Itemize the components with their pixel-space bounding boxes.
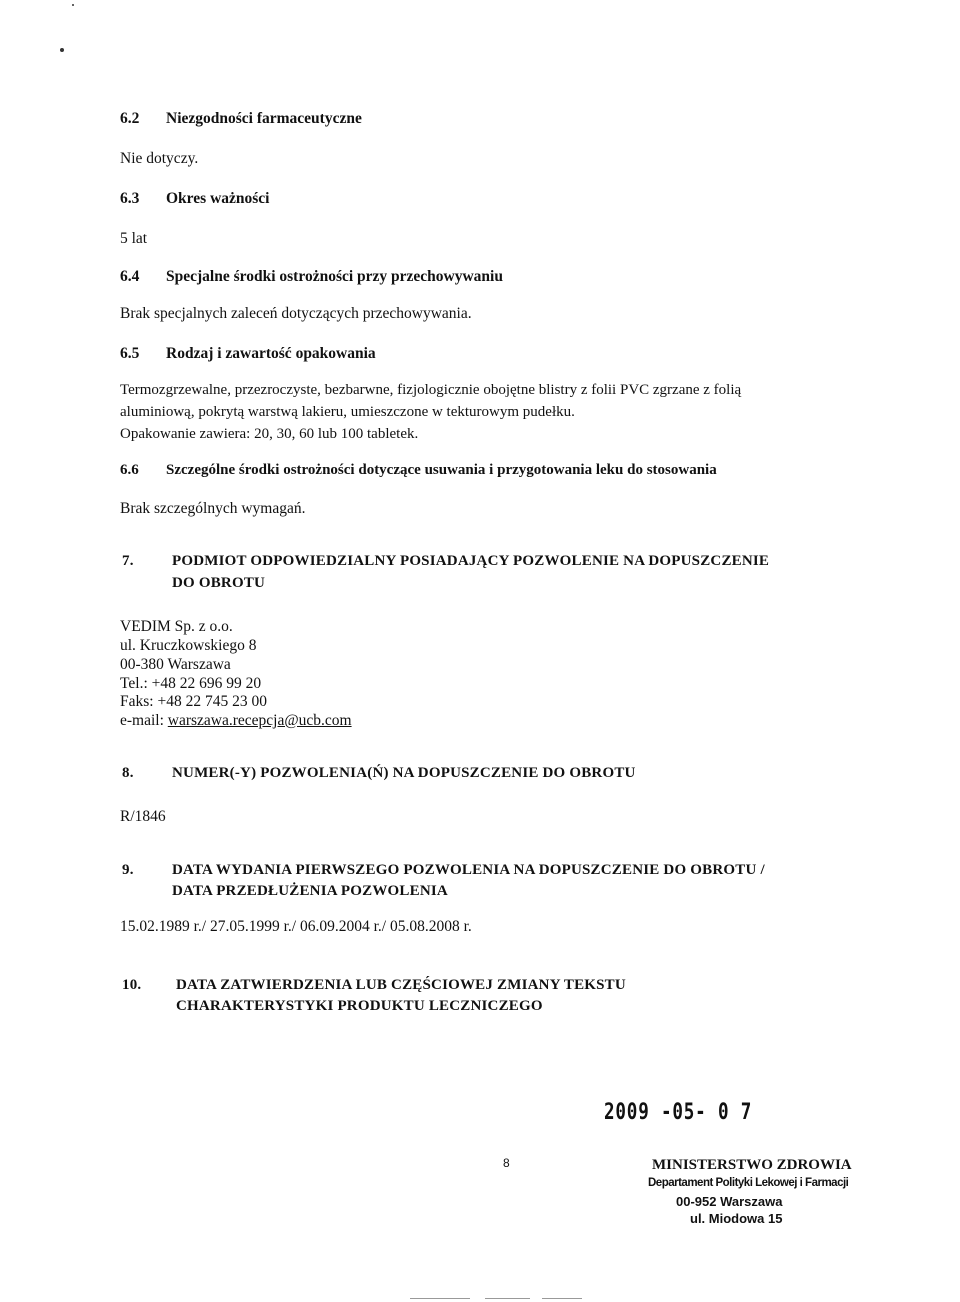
stamp-ministry: MINISTERSTWO ZDROWIA: [652, 1157, 852, 1173]
section-6-3-heading: [120, 190, 270, 208]
section-10-heading: [122, 977, 626, 994]
section-title-line-1: DATA WYDANIA PIERWSZEGO POZWOLENIA NA DOPUSZCZENIE DO OBROTU /: [172, 862, 765, 878]
section-6-5-line-2: aluminiową, pokrytą warstwą lakieru, umieszczone w tekturowym pudełku.: [120, 404, 575, 420]
section-title: Okres ważności: [166, 190, 270, 207]
section-8-heading: [122, 765, 636, 782]
section-title-line-1: DATA ZATWIERDZENIA LUB CZĘŚCIOWEJ ZMIANY TEKSTU: [176, 977, 626, 993]
section-title: Niezgodności farmaceutyczne: [166, 110, 362, 127]
section-6-4-heading: [120, 268, 503, 286]
scan-artifact-line: [410, 1298, 470, 1299]
section-6-2-body: Nie dotyczy.: [120, 150, 199, 167]
section-number: 8.: [122, 765, 134, 781]
email-link[interactable]: warszawa.recepcja@ucb.com: [167, 712, 352, 729]
stamp-department: Departament Polityki Lekowej i Farmacji: [648, 1177, 849, 1189]
stamp-date: 2009 -05- 0 7: [604, 1100, 753, 1125]
section-6-3-body: 5 lat: [120, 230, 148, 247]
section-title: Szczególne środki ostrożności dotyczące usuwania i przygotowania leku do stosowania: [166, 462, 717, 478]
company-name: VEDIM Sp. z o.o.: [120, 618, 233, 635]
section-6-5-line-3: Opakowanie zawiera: 20, 30, 60 lub 100 tabletek.: [120, 426, 419, 442]
company-fax: Faks: +48 22 745 23 00: [120, 693, 267, 710]
section-number: 6.2: [120, 110, 140, 127]
section-6-4-body: Brak specjalnych zaleceń dotyczących przechowywania.: [120, 305, 472, 322]
section-number: 6.3: [120, 190, 140, 207]
section-title-line-1: PODMIOT ODPOWIEDZIALNY POSIADAJĄCY POZWOLENIE NA DOPUSZCZENIE: [172, 553, 770, 569]
section-number: 9.: [122, 862, 134, 878]
section-6-5-heading: [120, 345, 376, 363]
section-6-2-heading: [120, 110, 362, 128]
scan-speck: [72, 4, 74, 6]
section-number: 7.: [122, 553, 134, 569]
section-6-6-body: Brak szczególnych wymagań.: [120, 500, 306, 517]
company-street: ul. Kruczkowskiego 8: [120, 637, 257, 654]
section-number: 6.5: [120, 345, 140, 362]
stamp-postal: 00-952 Warszawa: [676, 1194, 783, 1209]
company-email-row: [120, 712, 352, 730]
section-9-title-line-2: DATA PRZEDŁUŻENIA POZWOLENIA: [172, 883, 448, 899]
section-title: Rodzaj i zawartość opakowania: [166, 345, 376, 362]
section-title: NUMER(-Y) POZWOLENIA(Ń) NA DOPUSZCZENIE DO OBROTU: [172, 765, 636, 781]
section-7-heading: [122, 553, 770, 570]
scan-artifact-line: [542, 1298, 582, 1299]
section-6-5-line-1: Termozgrzewalne, przezroczyste, bezbarwne, fizjologicznie obojętne blistry z folii PVC zgrzane z folią: [120, 382, 742, 398]
section-number: 10.: [122, 977, 142, 993]
section-9-heading: [122, 862, 765, 879]
scan-speck: [60, 48, 64, 52]
section-number: 6.4: [120, 268, 140, 285]
section-7-title-line-2: DO OBROTU: [172, 575, 266, 591]
page-number: 8: [503, 1156, 510, 1170]
scan-artifact-line: [485, 1298, 530, 1299]
stamp-street: ul. Miodowa 15: [690, 1211, 783, 1226]
section-6-6-heading: [120, 462, 717, 479]
email-label: e-mail:: [120, 712, 168, 729]
company-city: 00-380 Warszawa: [120, 656, 231, 673]
company-phone: Tel.: +48 22 696 99 20: [120, 675, 262, 692]
section-number: 6.6: [120, 462, 139, 478]
section-title: Specjalne środki ostrożności przy przechowywaniu: [166, 268, 503, 285]
section-10-title-line-2: CHARAKTERYSTYKI PRODUKTU LECZNICZEGO: [176, 998, 543, 1014]
section-9-body: 15.02.1989 r./ 27.05.1999 r./ 06.09.2004 r./ 05.08.2008 r.: [120, 918, 472, 935]
section-8-body: R/1846: [120, 808, 166, 825]
